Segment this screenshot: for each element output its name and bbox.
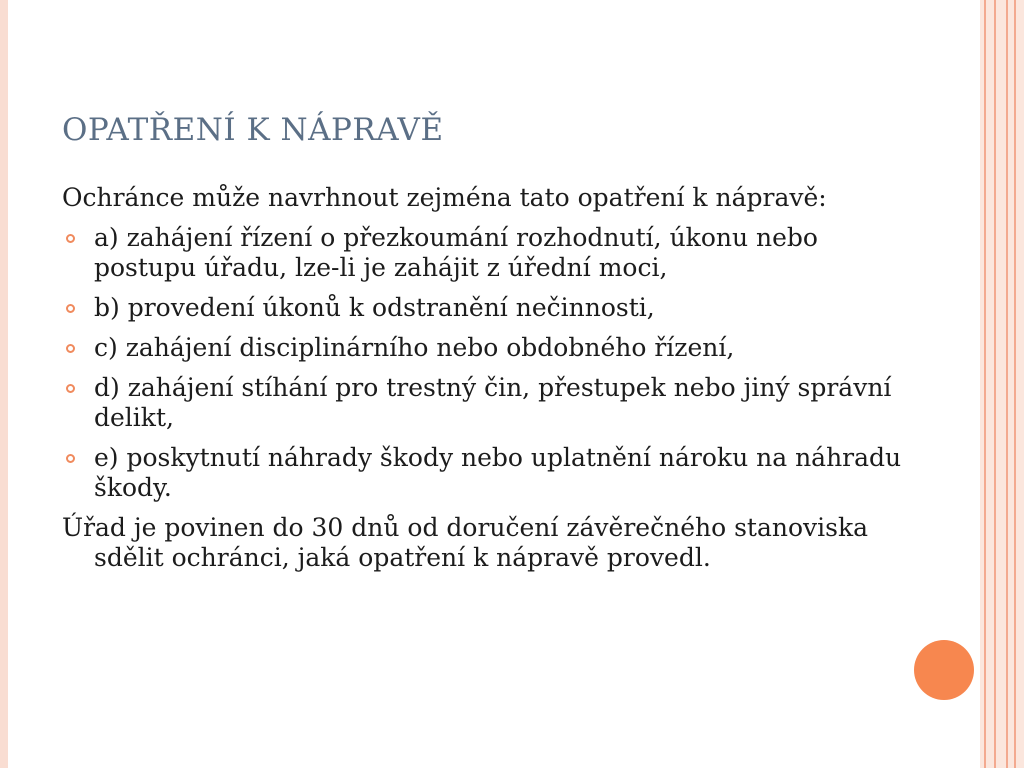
list-item-text: c) zahájení disciplinárního nebo obdobného řízení, bbox=[94, 333, 735, 362]
list-item bbox=[62, 223, 902, 283]
ring-bullet-icon bbox=[66, 384, 75, 393]
frame-left-band bbox=[0, 0, 8, 768]
slide-title: OPATŘENÍ K NÁPRAVĚ bbox=[62, 112, 444, 148]
list-item-text: e) poskytnutí náhrady škody nebo uplatnění nároku na náhradu škody. bbox=[94, 443, 902, 502]
slide-body bbox=[62, 183, 902, 583]
list-item-text: d) zahájení stíhání pro trestný čin, přestupek nebo jiný správní delikt, bbox=[94, 373, 892, 432]
ring-bullet-icon bbox=[66, 344, 75, 353]
ring-bullet-icon bbox=[66, 454, 75, 463]
list-item-text: b) provedení úkonů k odstranění nečinnosti, bbox=[94, 293, 655, 322]
list-item bbox=[62, 293, 902, 323]
closing-paragraph: Úřad je povinen do 30 dnů od doručení závěrečného stanoviska sdělit ochránci, jaká opatření k nápravě provedl. bbox=[62, 513, 869, 572]
ring-bullet-icon bbox=[66, 304, 75, 313]
frame-right-band bbox=[980, 0, 1024, 768]
list-item bbox=[62, 333, 902, 363]
frame-right-line bbox=[994, 0, 996, 768]
bullet-list bbox=[62, 223, 902, 503]
list-item bbox=[62, 373, 902, 433]
decorative-circle-icon bbox=[914, 640, 974, 700]
ring-bullet-icon bbox=[66, 234, 75, 243]
list-item bbox=[62, 443, 902, 503]
frame-right-line bbox=[1014, 0, 1016, 768]
frame-right-line bbox=[1006, 0, 1008, 768]
frame-right-line bbox=[984, 0, 986, 768]
list-item-text: a) zahájení řízení o přezkoumání rozhodnutí, úkonu nebo postupu úřadu, lze-li je zahájit z úřední moci, bbox=[94, 223, 818, 282]
intro-paragraph: Ochránce může navrhnout zejména tato opatření k nápravě: bbox=[62, 183, 827, 212]
